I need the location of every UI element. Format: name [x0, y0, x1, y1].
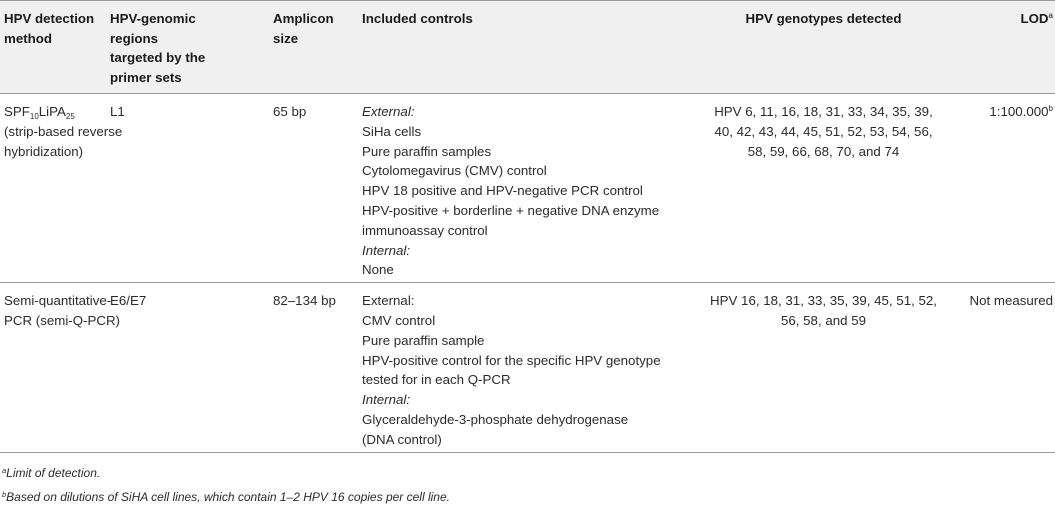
control-item: None: [362, 262, 394, 278]
footnote: $^b$Based on dilutions of SiHA cell lines, which contain 1–2 HPV 16 copies per cell line.: [2, 490, 450, 504]
controls-internal-label: Internal:: [362, 242, 411, 258]
cell-amplicon: 82–134 bp: [269, 283, 358, 452]
controls-external-label: External:: [362, 104, 415, 119]
table-footnotes: [2, 461, 450, 509]
control-item: tested for in each Q-PCR: [362, 372, 511, 388]
footnote-mark: a: [1048, 11, 1053, 20]
cell-region: E6/E7: [106, 283, 269, 452]
header-lod: LOD$^a$: [956, 1, 1055, 94]
header-amplicon: Amplicon size: [269, 1, 358, 94]
footnote-mark: b: [2, 490, 7, 499]
controls-internal-label: Internal:: [362, 392, 411, 408]
controls-external-label: External:: [362, 293, 415, 309]
header-method: HPV detection method: [0, 1, 106, 94]
control-item: Glyceraldehyde-3-phosphate dehydrogenase: [362, 411, 629, 427]
control-item: HPV 18 positive and HPV-negative PCR control: [362, 183, 643, 199]
control-item: Pure paraffin samples: [362, 143, 492, 159]
cell-controls: [358, 283, 691, 452]
control-item: Cytolomegavirus (CMV) control: [362, 163, 547, 179]
cell-region: L1: [106, 94, 269, 283]
header-genotypes: HPV genotypes detected: [691, 1, 956, 94]
control-item: SiHa cells: [362, 123, 422, 139]
table-row: [0, 283, 1055, 452]
control-item: (DNA control): [362, 431, 442, 447]
cell-genotypes: HPV 6, 11, 16, 18, 31, 33, 34, 35, 39, 40, 42, 43, 44, 45, 51, 52, 53, 54, 56, 58, 59, 66, 68, 70, and 74: [691, 94, 956, 283]
control-item: CMV control: [362, 312, 436, 328]
control-item: HPV-positive + borderline + negative DNA enzyme: [362, 202, 660, 218]
cell-controls: [358, 94, 691, 283]
cell-amplicon: 65 bp: [269, 94, 358, 283]
control-item: HPV-positive control for the specific HPV genotype: [362, 352, 661, 368]
cell-genotypes: HPV 16, 18, 31, 33, 35, 39, 45, 51, 52, 56, 58, and 59: [691, 283, 956, 452]
control-item: Pure paraffin sample: [362, 332, 485, 348]
cell-method: Semi-quantitative- PCR (semi-Q-PCR): [0, 283, 106, 452]
footnote: $^a$Limit of detection.: [2, 466, 101, 480]
table-row: [0, 94, 1055, 283]
cell-method: $SPF_{10}LiPA_{25}$ (strip-based reverse hybridization): [0, 94, 106, 283]
table-header-row: [0, 1, 1055, 94]
footnote-mark: a: [2, 466, 7, 475]
cell-lod: 1:100.000$^b$: [956, 94, 1055, 283]
header-regions: HPV-genomic regions targeted by the primer sets: [106, 1, 269, 94]
cell-lod: Not measured: [956, 283, 1055, 452]
control-item: immunoassay control: [362, 222, 488, 238]
footnote-mark: b: [1048, 104, 1053, 113]
header-controls: Included controls: [358, 1, 691, 94]
